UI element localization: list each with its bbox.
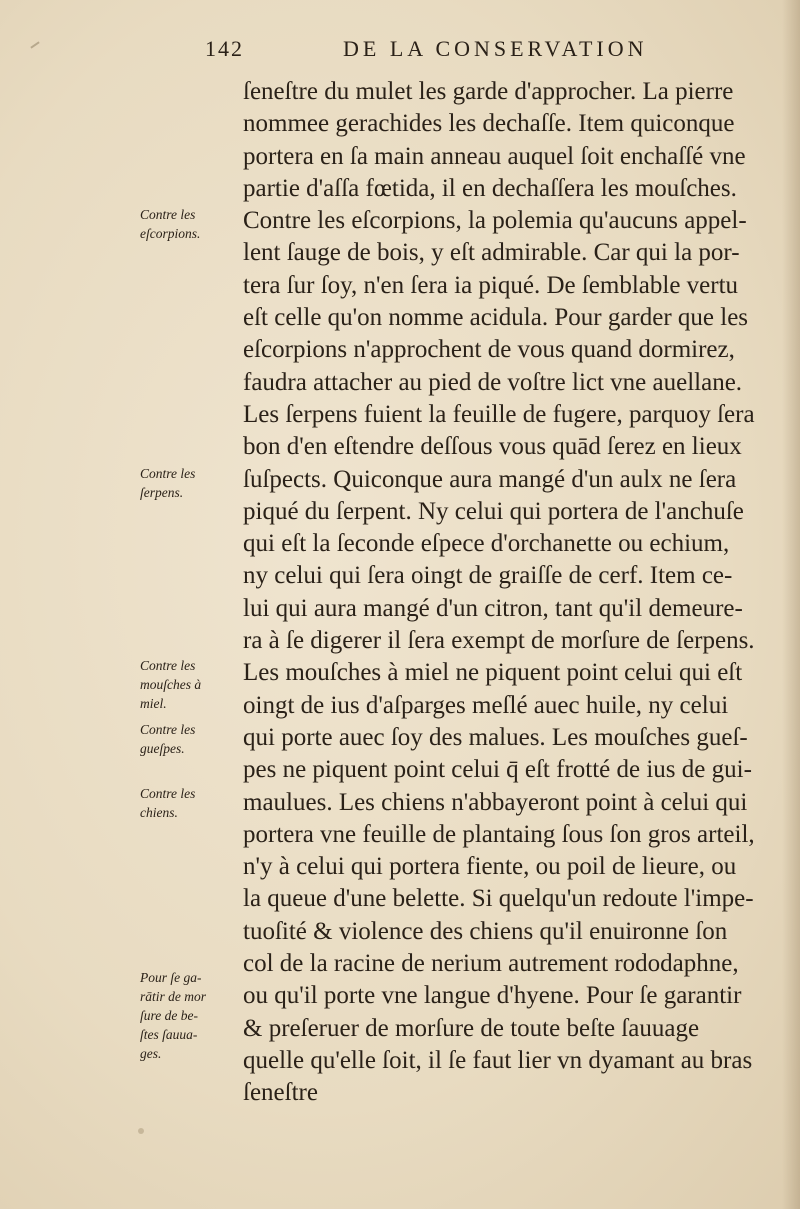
text-line: ny celui qui ſera oingt de graiſſe de cerf. Item ce- — [243, 562, 733, 590]
text-line: n'y à celui qui portera fiente, ou poil de lieure, ou — [243, 853, 737, 881]
margin-note-serpens — [140, 464, 240, 502]
running-title: DE LA CONSERVATION — [343, 36, 648, 61]
margin-note-escorpions — [140, 205, 240, 243]
margin-note-line: Pour ſe ga- — [140, 970, 202, 985]
text-line: la queue d'une belette. Si quelqu'un redoute l'impe- — [243, 885, 754, 913]
text-line: qui porte auec ſoy des malues. Les mouſches gueſ- — [243, 723, 748, 751]
margin-note-line: chiens. — [140, 805, 178, 820]
margin-note-line: eſcorpions. — [140, 226, 201, 241]
text-line: ſuſpects. Quiconque aura mangé d'un aulx ne ſera — [243, 465, 737, 493]
text-line: lui qui aura mangé d'un citron, tant qu'il demeure- — [243, 594, 743, 622]
text-line: qui eſt la ſeconde eſpece d'orchanette ou echium, — [243, 530, 730, 558]
text-line: ſeneſtre du mulet les garde d'approcher. La pierre — [243, 78, 734, 105]
margin-note-guespes — [140, 720, 240, 758]
margin-note-line: ſtes ſauua- — [140, 1027, 198, 1042]
text-line: ſeneſtre — [243, 1079, 318, 1107]
margin-note-line: Contre les — [140, 207, 196, 222]
text-line: Contre les eſcorpions, la polemia qu'aucuns appel- — [243, 207, 747, 235]
text-line: ou qu'il porte vne langue d'hyene. Pour ſe garantir — [243, 982, 742, 1010]
margin-note-line: ges. — [140, 1046, 162, 1061]
text-line: & preſeruer de morſure de toute beſte ſauuage — [243, 1014, 700, 1042]
text-line: lent ſauge de bois, y eſt admirable. Car qui la por- — [243, 239, 740, 267]
text-line: partie d'aſſa fœtida, il en dechaſſera les mouſches. — [243, 174, 737, 202]
margin-note-chiens — [140, 784, 240, 822]
ink-mark — [30, 41, 39, 48]
margin-note-mousches-a-miel — [140, 656, 240, 713]
margin-note-line: ſure de be- — [140, 1008, 198, 1023]
text-line: portera vne feuille de plantaing ſous ſon gros arteil, — [243, 820, 755, 848]
page-gutter-shadow — [782, 0, 800, 1209]
text-line: nommee gerachides les dechaſſe. Item quiconque — [243, 110, 735, 138]
running-head — [205, 36, 765, 66]
text-line: piqué du ſerpent. Ny celui qui portera de l'anchuſe — [243, 497, 744, 525]
margin-note-line: Contre les — [140, 466, 196, 481]
text-line: maulues. Les chiens n'abbayeront point à celui qui — [243, 788, 748, 816]
page-number: 142 — [205, 36, 244, 61]
text-line: tera ſur ſoy, n'en ſera ia piqué. De ſemblable vertu — [243, 271, 739, 299]
text-line: tuoſité & violence des chiens qu'il enuironne ſon — [243, 917, 728, 945]
main-text-block — [243, 76, 783, 1110]
margin-note-line: Contre les — [140, 786, 196, 801]
margin-note-line: rātir de mor — [140, 989, 207, 1004]
margin-note-line: gueſpes. — [140, 741, 185, 756]
margin-note-bestes-sauuages — [140, 968, 240, 1063]
margin-note-line: ſerpens. — [140, 485, 184, 500]
text-line: bon d'en eſtendre deſſous vous quād ſerez en lieux — [243, 433, 742, 461]
text-line: Les mouſches à miel ne piquent point celui qui eſt — [243, 659, 743, 687]
text-line: eſcorpions n'approchent de vous quand dormirez, — [243, 336, 735, 364]
text-line: eſt celle qu'on nomme acidula. Pour garder que les — [243, 304, 749, 332]
text-line: portera en ſa main anneau auquel ſoit enchaſſé vne — [243, 142, 746, 170]
text-line: col de la racine de nerium autrement rododaphne, — [243, 950, 739, 978]
text-line: oingt de ius d'aſparges meſlé auec huile, ny celui — [243, 691, 729, 719]
paper-spot — [138, 1128, 144, 1134]
margin-note-line: mouſches à — [140, 677, 202, 692]
text-line: pes ne piquent point celui q̄ eſt frotté de ius de gui- — [243, 756, 752, 784]
margin-note-line: Contre les — [140, 722, 196, 737]
margin-note-line: Contre les — [140, 658, 196, 673]
text-line: quelle qu'elle ſoit, il ſe faut lier vn dyamant au bras — [243, 1046, 753, 1074]
text-line: Les ſerpens fuient la feuille de fugere, parquoy ſera — [243, 400, 755, 428]
text-line: faudra attacher au pied de voſtre lict vne auellane. — [243, 368, 743, 396]
margin-note-line: miel. — [140, 696, 167, 711]
text-line: ra à ſe digerer il ſera exempt de morſure de ſerpens. — [243, 627, 755, 655]
